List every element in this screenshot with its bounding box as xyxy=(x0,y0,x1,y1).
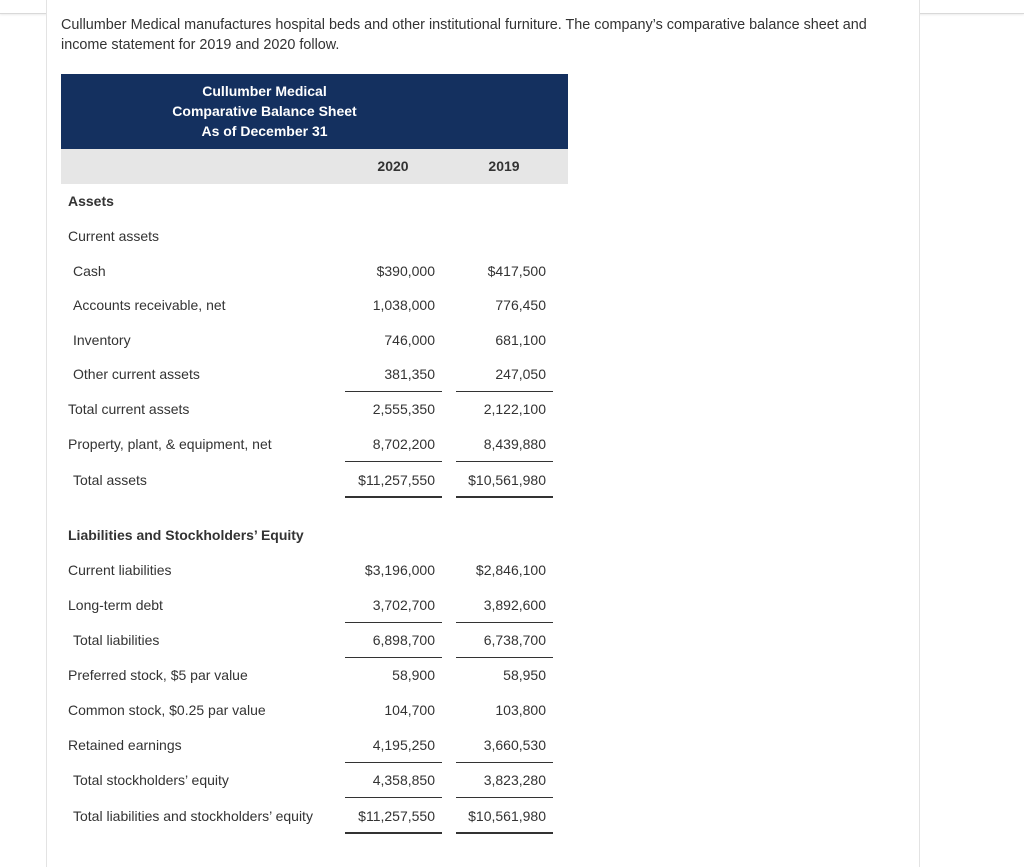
table-row-long-term-debt xyxy=(61,597,568,621)
value-2019: $2,846,100 xyxy=(475,562,546,578)
year-header-row xyxy=(61,149,568,184)
row-label: Current liabilities xyxy=(68,562,172,578)
company-name: Cullumber Medical xyxy=(202,83,327,99)
total-rule xyxy=(456,496,553,498)
subtotal-rule xyxy=(456,762,553,763)
row-label: Preferred stock, $5 par value xyxy=(68,667,248,683)
year-2020-header: 2020 xyxy=(377,158,409,174)
section-assets xyxy=(61,193,568,217)
value-2019: $10,561,980 xyxy=(468,808,546,824)
value-2020: 58,900 xyxy=(392,667,435,683)
value-2020: 2,555,350 xyxy=(372,401,435,417)
value-2020: 3,702,700 xyxy=(372,597,435,613)
table-row-total-current-assets xyxy=(61,401,568,425)
row-label: Cash xyxy=(73,263,106,279)
total-rule xyxy=(456,832,553,834)
subtotal-rule xyxy=(345,461,442,462)
row-label: Accounts receivable, net xyxy=(73,297,226,313)
value-2019: 3,892,600 xyxy=(483,597,546,613)
value-2020: 4,195,250 xyxy=(372,737,435,753)
value-2019: 2,122,100 xyxy=(483,401,546,417)
row-label: Liabilities and Stockholders’ Equity xyxy=(68,527,304,543)
table-row-retained-earnings xyxy=(61,737,568,761)
subtotal-rule xyxy=(345,391,442,392)
row-label: Property, plant, & equipment, net xyxy=(68,436,272,452)
subtotal-rule xyxy=(345,762,442,763)
row-label: Retained earnings xyxy=(68,737,182,753)
row-label: Common stock, $0.25 par value xyxy=(68,702,266,718)
value-2020: 8,702,200 xyxy=(372,436,435,452)
subsection-current-assets xyxy=(61,228,568,252)
subtotal-rule xyxy=(456,461,553,462)
value-2020: $11,257,550 xyxy=(358,472,435,488)
subtotal-rule xyxy=(345,657,442,658)
row-label: Long-term debt xyxy=(68,597,163,613)
value-2020: 104,700 xyxy=(384,702,435,718)
table-row-total-liabilities-equity xyxy=(61,808,568,832)
value-2020: 1,038,000 xyxy=(372,297,435,313)
table-row-ppe xyxy=(61,436,568,460)
year-2019-header: 2019 xyxy=(488,158,520,174)
subtotal-rule xyxy=(345,797,442,798)
value-2019: $417,500 xyxy=(487,263,546,279)
value-2019: 3,823,280 xyxy=(483,772,546,788)
value-2019: 776,450 xyxy=(495,297,546,313)
value-2020: 746,000 xyxy=(384,332,435,348)
row-label: Total liabilities and stockholders’ equity xyxy=(73,808,313,824)
value-2020: $3,196,000 xyxy=(364,562,435,578)
table-row-inventory xyxy=(61,332,568,356)
row-label: Total assets xyxy=(73,472,147,488)
table-row-accounts-receivable xyxy=(61,297,568,321)
table-row-cash xyxy=(61,263,568,287)
value-2020: 381,350 xyxy=(384,366,435,382)
balance-sheet-header xyxy=(61,74,568,149)
value-2019: 6,738,700 xyxy=(483,632,546,648)
table-row-current-liabilities xyxy=(61,562,568,586)
value-2019: 8,439,880 xyxy=(483,436,546,452)
value-2019: 681,100 xyxy=(495,332,546,348)
subtotal-rule xyxy=(456,622,553,623)
row-label: Total stockholders’ equity xyxy=(73,772,229,788)
value-2019: 247,050 xyxy=(495,366,546,382)
statement-date: As of December 31 xyxy=(201,123,328,139)
table-row-common-stock xyxy=(61,702,568,726)
value-2019: 3,660,530 xyxy=(483,737,546,753)
table-row-total-stockholders-equity xyxy=(61,772,568,796)
table-row-total-assets xyxy=(61,472,568,496)
value-2020: $11,257,550 xyxy=(358,808,435,824)
value-2019: 58,950 xyxy=(503,667,546,683)
table-row-total-liabilities xyxy=(61,632,568,656)
value-2019: $10,561,980 xyxy=(468,472,546,488)
row-label: Total current assets xyxy=(68,401,190,417)
section-liabilities-equity xyxy=(61,527,568,551)
row-label: Other current assets xyxy=(73,366,200,382)
value-2020: 4,358,850 xyxy=(372,772,435,788)
statement-title: Comparative Balance Sheet xyxy=(172,103,357,119)
value-2020: $390,000 xyxy=(376,263,435,279)
row-label: Assets xyxy=(68,193,114,209)
value-2019: 103,800 xyxy=(495,702,546,718)
row-label: Current assets xyxy=(68,228,160,244)
table-row-other-current-assets xyxy=(61,366,568,390)
row-label: Inventory xyxy=(73,332,131,348)
row-label: Total liabilities xyxy=(73,632,160,648)
subtotal-rule xyxy=(456,657,553,658)
subtotal-rule xyxy=(456,391,553,392)
total-rule xyxy=(345,496,442,498)
subtotal-rule xyxy=(345,622,442,623)
intro-paragraph: Cullumber Medical manufactures hospital beds and other institutional furniture. The company’s comparative balance sheet and income statement for 2019 and 2020 follow. xyxy=(61,17,867,53)
value-2020: 6,898,700 xyxy=(372,632,435,648)
total-rule xyxy=(345,832,442,834)
subtotal-rule xyxy=(456,797,553,798)
table-row-preferred-stock xyxy=(61,667,568,691)
